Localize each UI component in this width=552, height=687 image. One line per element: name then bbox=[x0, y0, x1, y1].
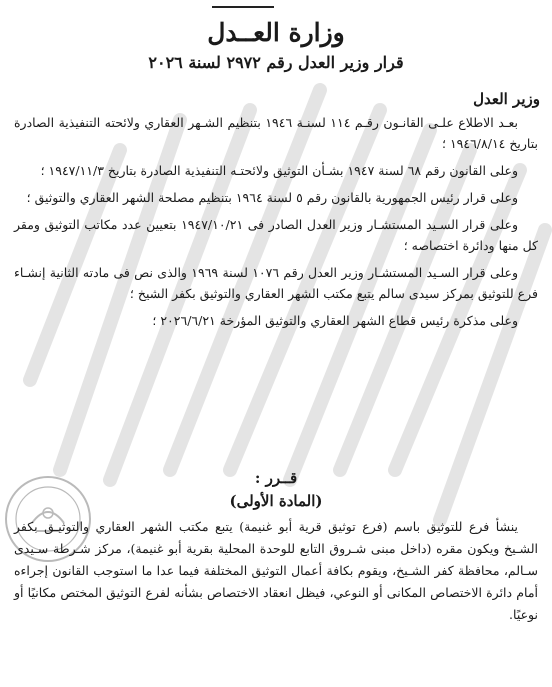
preamble-paragraph: وعلى مذكرة رئيس قطاع الشهر العقاري والتوثيق المؤرخة ٢٠٢٦/٦/٢١ ؛ bbox=[152, 313, 518, 328]
preamble-paragraph: وعلى قرار رئيس الجمهورية بالقانون رقم ٥ لسنة ١٩٦٤ بتنظيم مصلحة الشهر العقاري والتوثيق ؛ bbox=[26, 190, 518, 205]
issuer-heading: وزير العدل bbox=[473, 90, 540, 108]
ministry-heading: وزارة العــدل bbox=[207, 18, 345, 47]
preamble-paragraph: وعلى قرار السـيد المستشـار وزير العدل الصادر فى ١٩٤٧/١٠/٢١ بتعيين عدد مكاتب التوثيق ومقر كل منها ودائرة اختصاصه ؛ bbox=[14, 217, 538, 253]
article-title: (المادة الأولى) bbox=[229, 492, 323, 510]
preamble-paragraph: وعلى قرار السـيد المستشـار وزير العدل رقم ١٠٧٦ لسنة ١٩٦٩ والذى نص فى مادته الثانية إنشـاء فرع للتوثيق بمركز سيدى سالم يتبع مكتب الشهر العقاري والتوثيق بكفر الشيخ ؛ bbox=[14, 265, 538, 301]
preamble-paragraph: وعلى القانون رقم ٦٨ لسنة ١٩٤٧ بشـأن التوثيق ولائحتـه التنفيذية الصادرة بتاريخ ١٩٤٧/١١/٣ ؛ bbox=[40, 163, 518, 178]
article-text: ينشأ فرع للتوثيق باسم (فرع توثيق قرية أبو غنيمة) يتبع مكتب الشهر العقاري والتوثيـق بكفر الشـيخ ويكون مقره (داخل مبنى شـروق التابع للوحدة المحلية بقرية أبو غنيمة)، مركز شـرطة سـيدى سـالم، محافظة كفر الشـيخ، ويقوم بكافة أعمال التوثيق المختلفة فيما عدا ما استوجب القانون إجراءه أمام دائرة الاختصاص المكانى أو النوعي، فيظل انعقاد الاختصاص بشأنه لفرع التوثيق المختص مكانيًا أو نوعيًا. bbox=[14, 519, 538, 622]
decision-heading: قــرر : bbox=[254, 469, 298, 487]
top-rule bbox=[212, 6, 274, 8]
preamble-paragraph: بعـد الاطلاع علـى القانـون رقـم ١١٤ لسنـة ١٩٤٦ بتنظيم الشـهر العقاري ولائحته التنفيذية الصادرة بتاريخ ١٩٤٦/٨/١٤ ؛ bbox=[14, 115, 538, 151]
preamble bbox=[14, 112, 538, 337]
decree-title: قرار وزير العدل رقم ٢٩٧٢ لسنة ٢٠٢٦ bbox=[148, 53, 404, 72]
